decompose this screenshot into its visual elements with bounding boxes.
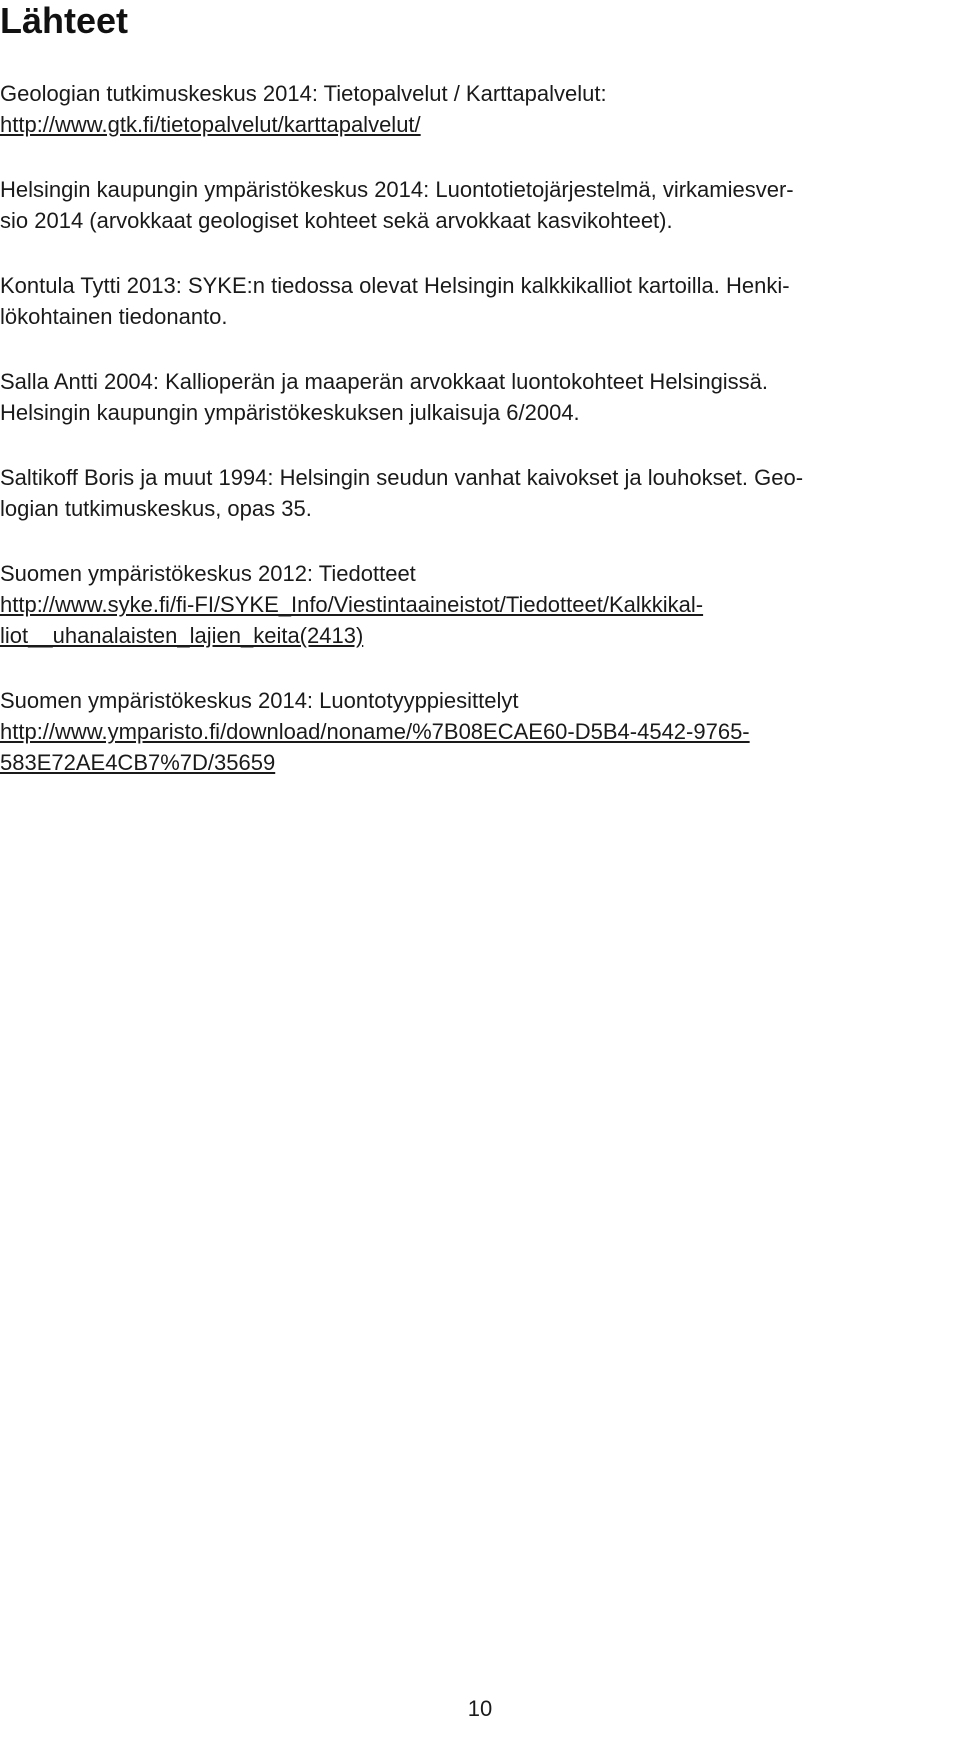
reference-saltikoff: [0, 462, 950, 524]
reference-text: lökohtainen tiedonanto.: [0, 304, 228, 329]
reference-text: Suomen ympäristökeskus 2012: Tiedotteet: [0, 561, 416, 586]
page-title: Lähteet: [0, 0, 129, 41]
reference-link[interactable]: http://www.syke.fi/fi-FI/SYKE_Info/Viestintaaineistot/Tiedotteet/Kalkkikal-: [0, 592, 704, 617]
reference-syke-2012: [0, 558, 950, 651]
reference-text: Geologian tutkimuskeskus 2014: Tietopalvelut / Karttapalvelut:: [0, 81, 607, 106]
reference-link[interactable]: 583E72AE4CB7%7D/35659: [0, 750, 276, 775]
reference-salla: [0, 366, 950, 428]
reference-text: Saltikoff Boris ja muut 1994: Helsingin seudun vanhat kaivokset ja louhokset. Geo-: [0, 465, 804, 490]
reference-text: sio 2014 (arvokkaat geologiset kohteet sekä arvokkaat kasvikohteet).: [0, 208, 673, 233]
reference-text: Suomen ympäristökeskus 2014: Luontotyyppiesittelyt: [0, 688, 519, 713]
reference-link[interactable]: liot__uhanalaisten_lajien_keita(2413): [0, 623, 364, 648]
reference-text: Helsingin kaupungin ympäristökeskus 2014: Luontotietojärjestelmä, virkamiesver-: [0, 177, 794, 202]
reference-syke-2014: [0, 685, 950, 778]
reference-helsinki-env-centre: [0, 174, 950, 236]
reference-text: Helsingin kaupungin ympäristökeskuksen julkaisuja 6/2004.: [0, 400, 580, 425]
reference-kontula: [0, 270, 950, 332]
reference-list: [0, 78, 950, 812]
reference-link[interactable]: http://www.ymparisto.fi/download/noname/%7B08ECAE60-D5B4-4542-9765-: [0, 719, 750, 744]
reference-text: Kontula Tytti 2013: SYKE:n tiedossa olevat Helsingin kalkkikalliot kartoilla. Henki-: [0, 273, 790, 298]
reference-link[interactable]: http://www.gtk.fi/tietopalvelut/karttapalvelut/: [0, 112, 421, 137]
page-number: 10: [467, 1696, 493, 1721]
reference-text: logian tutkimuskeskus, opas 35.: [0, 496, 312, 521]
reference-gtk: [0, 78, 950, 140]
reference-text: Salla Antti 2004: Kallioperän ja maaperän arvokkaat luontokohteet Helsingissä.: [0, 369, 769, 394]
